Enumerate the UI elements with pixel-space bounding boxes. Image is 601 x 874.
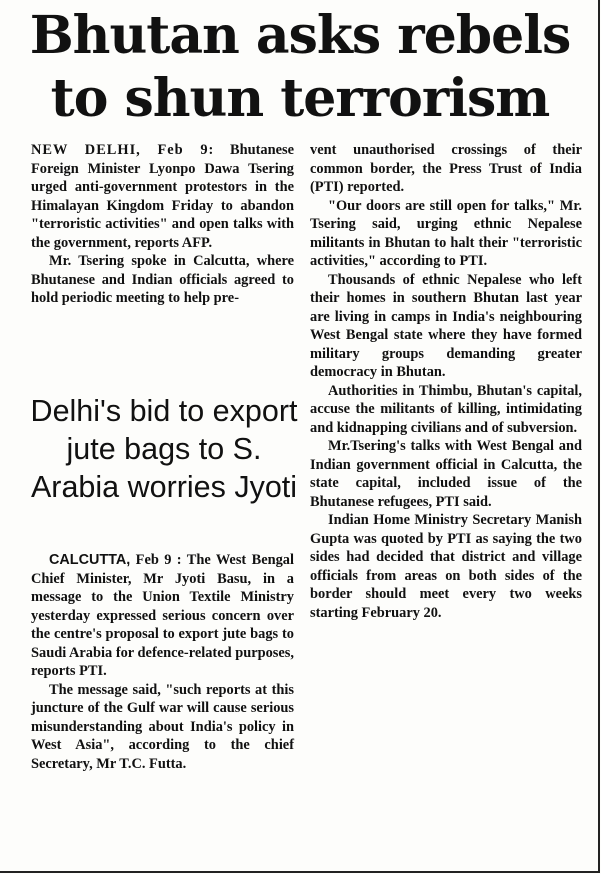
story1-right-column <box>310 141 582 622</box>
story1-p2-part-b: vent unauthorised crossings of their common border, the Press Trust of India (PTI) reported. <box>310 142 582 195</box>
story1-paragraph-2 <box>31 252 294 308</box>
story2-headline: Delhi's bid to export jute bags to S. Arabia worries Jyoti <box>30 394 298 504</box>
story1-paragraph-1 <box>31 141 294 252</box>
main-headline: Bhutan asks rebels to shun terrorism <box>29 5 571 129</box>
story1-paragraph-2-continued <box>310 141 582 197</box>
story1-left-column <box>31 141 294 308</box>
story2-dateline: CALCUTTA, <box>49 552 131 568</box>
story1-p1-text: Bhutanese Foreign Minister Lyonpo Dawa Tsering urged anti-government protestors in the Himalayan Kingdom Friday to abandon "terroristic activities" and open talks with the government, reports AFP. <box>31 142 294 251</box>
story1-paragraph-5: Authorities in Thimbu, Bhutan's capital, accuse the militants of killing, intimidating and kidnapping civilians and of subversion. <box>310 382 582 436</box>
story1-paragraph-4: Thousands of ethnic Nepalese who left their homes in southern Bhutan last year are living in camps in India's neighbouring West Bengal state where they have formed military groups demanding greater democracy in Bhutan. <box>310 271 582 380</box>
story2-p1-text: The West Bengal Chief Minister, Mr Jyoti Basu, in a message to the Union Textile Ministry yesterday expressed serious concern over the centre's proposal to export jute bags to Saudi Arabia for defence-related purposes, reports PTI. <box>31 552 294 679</box>
story2-column <box>31 551 294 773</box>
story2-paragraph-1 <box>31 551 294 681</box>
story2-paragraph-2: The message said, "such reports at this juncture of the Gulf war will cause serious misunderstanding about India's policy in West Asia", according to the chief Secretary, Mr T.C. Futta. <box>31 681 294 772</box>
story1-paragraph-7: Indian Home Ministry Secretary Manish Gupta was quoted by PTI as saying the two sides had decided that district and village officials from areas on both sides of the border should meet every two weeks starting February 20. <box>310 512 582 621</box>
story2-date: Feb 9 : <box>135 552 182 568</box>
story1-p2-part-a: Mr. Tsering spoke in Calcutta, where Bhutanese and Indian officials agreed to hold periodic meeting to help pre- <box>31 253 294 306</box>
story1-paragraph-6: Mr.Tsering's talks with West Bengal and Indian government official in Calcutta, the state capital, included issue of the Bhutanese refugees, PTI said. <box>310 438 582 510</box>
story1-dateline: NEW DELHI, Feb 9: <box>31 142 215 158</box>
story1-paragraph-3: "Our doors are still open for talks," Mr. Tsering said, urging ethnic Nepalese militants in Bhutan to halt their "terroristic activities," according to PTI. <box>310 197 582 269</box>
